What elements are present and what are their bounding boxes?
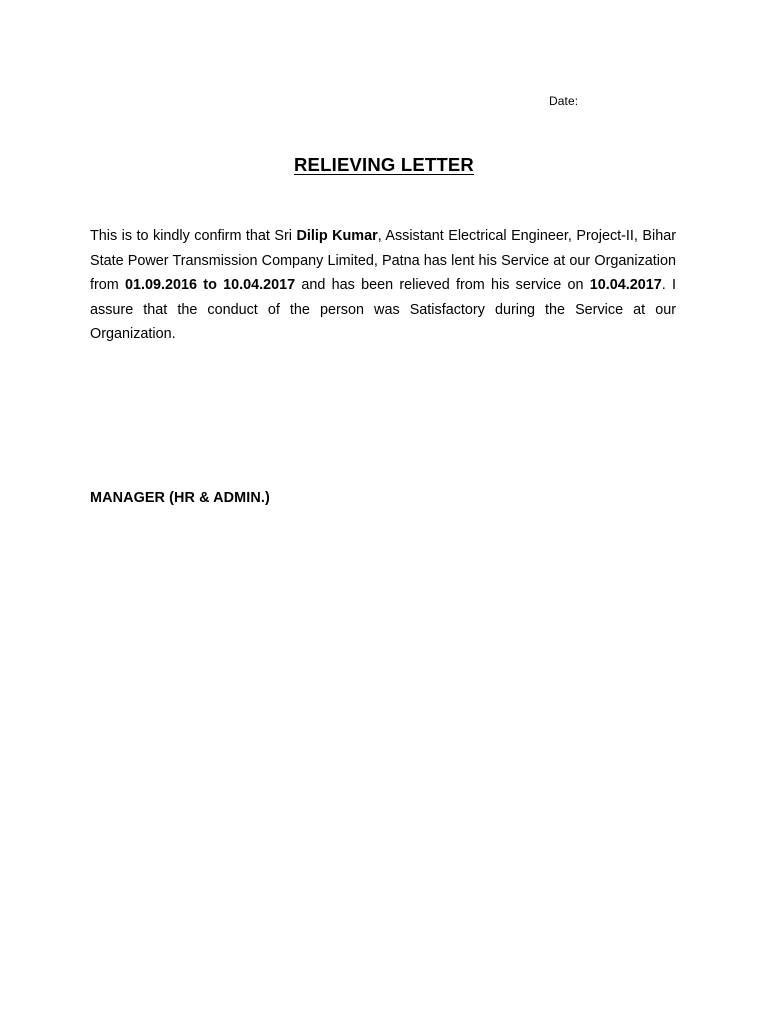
letter-body [90, 224, 676, 347]
letter-title: RELIEVING LETTER [294, 154, 474, 175]
body-text-part-1: This is to kindly confirm that Sri [90, 228, 297, 244]
date-label: Date: [549, 94, 579, 108]
body-text-part-2: , Assistant Electrical Engineer, Project-II, Bihar State Power Transmission Company Limited, Patna has lent his Service at our Organization from [90, 228, 676, 293]
body-text-part-4: . I assure that the conduct of the person was Satisfactory during the Service at our Organization. [90, 277, 677, 342]
service-period: 01.09.2016 to 10.04.2017 [125, 277, 296, 293]
signatory-title: MANAGER (HR & ADMIN.) [90, 490, 270, 506]
employee-name: Dilip Kumar [296, 228, 378, 244]
relieved-date: 10.04.2017 [589, 277, 662, 293]
body-text-part-3: and has been relieved from his service on [295, 277, 590, 293]
